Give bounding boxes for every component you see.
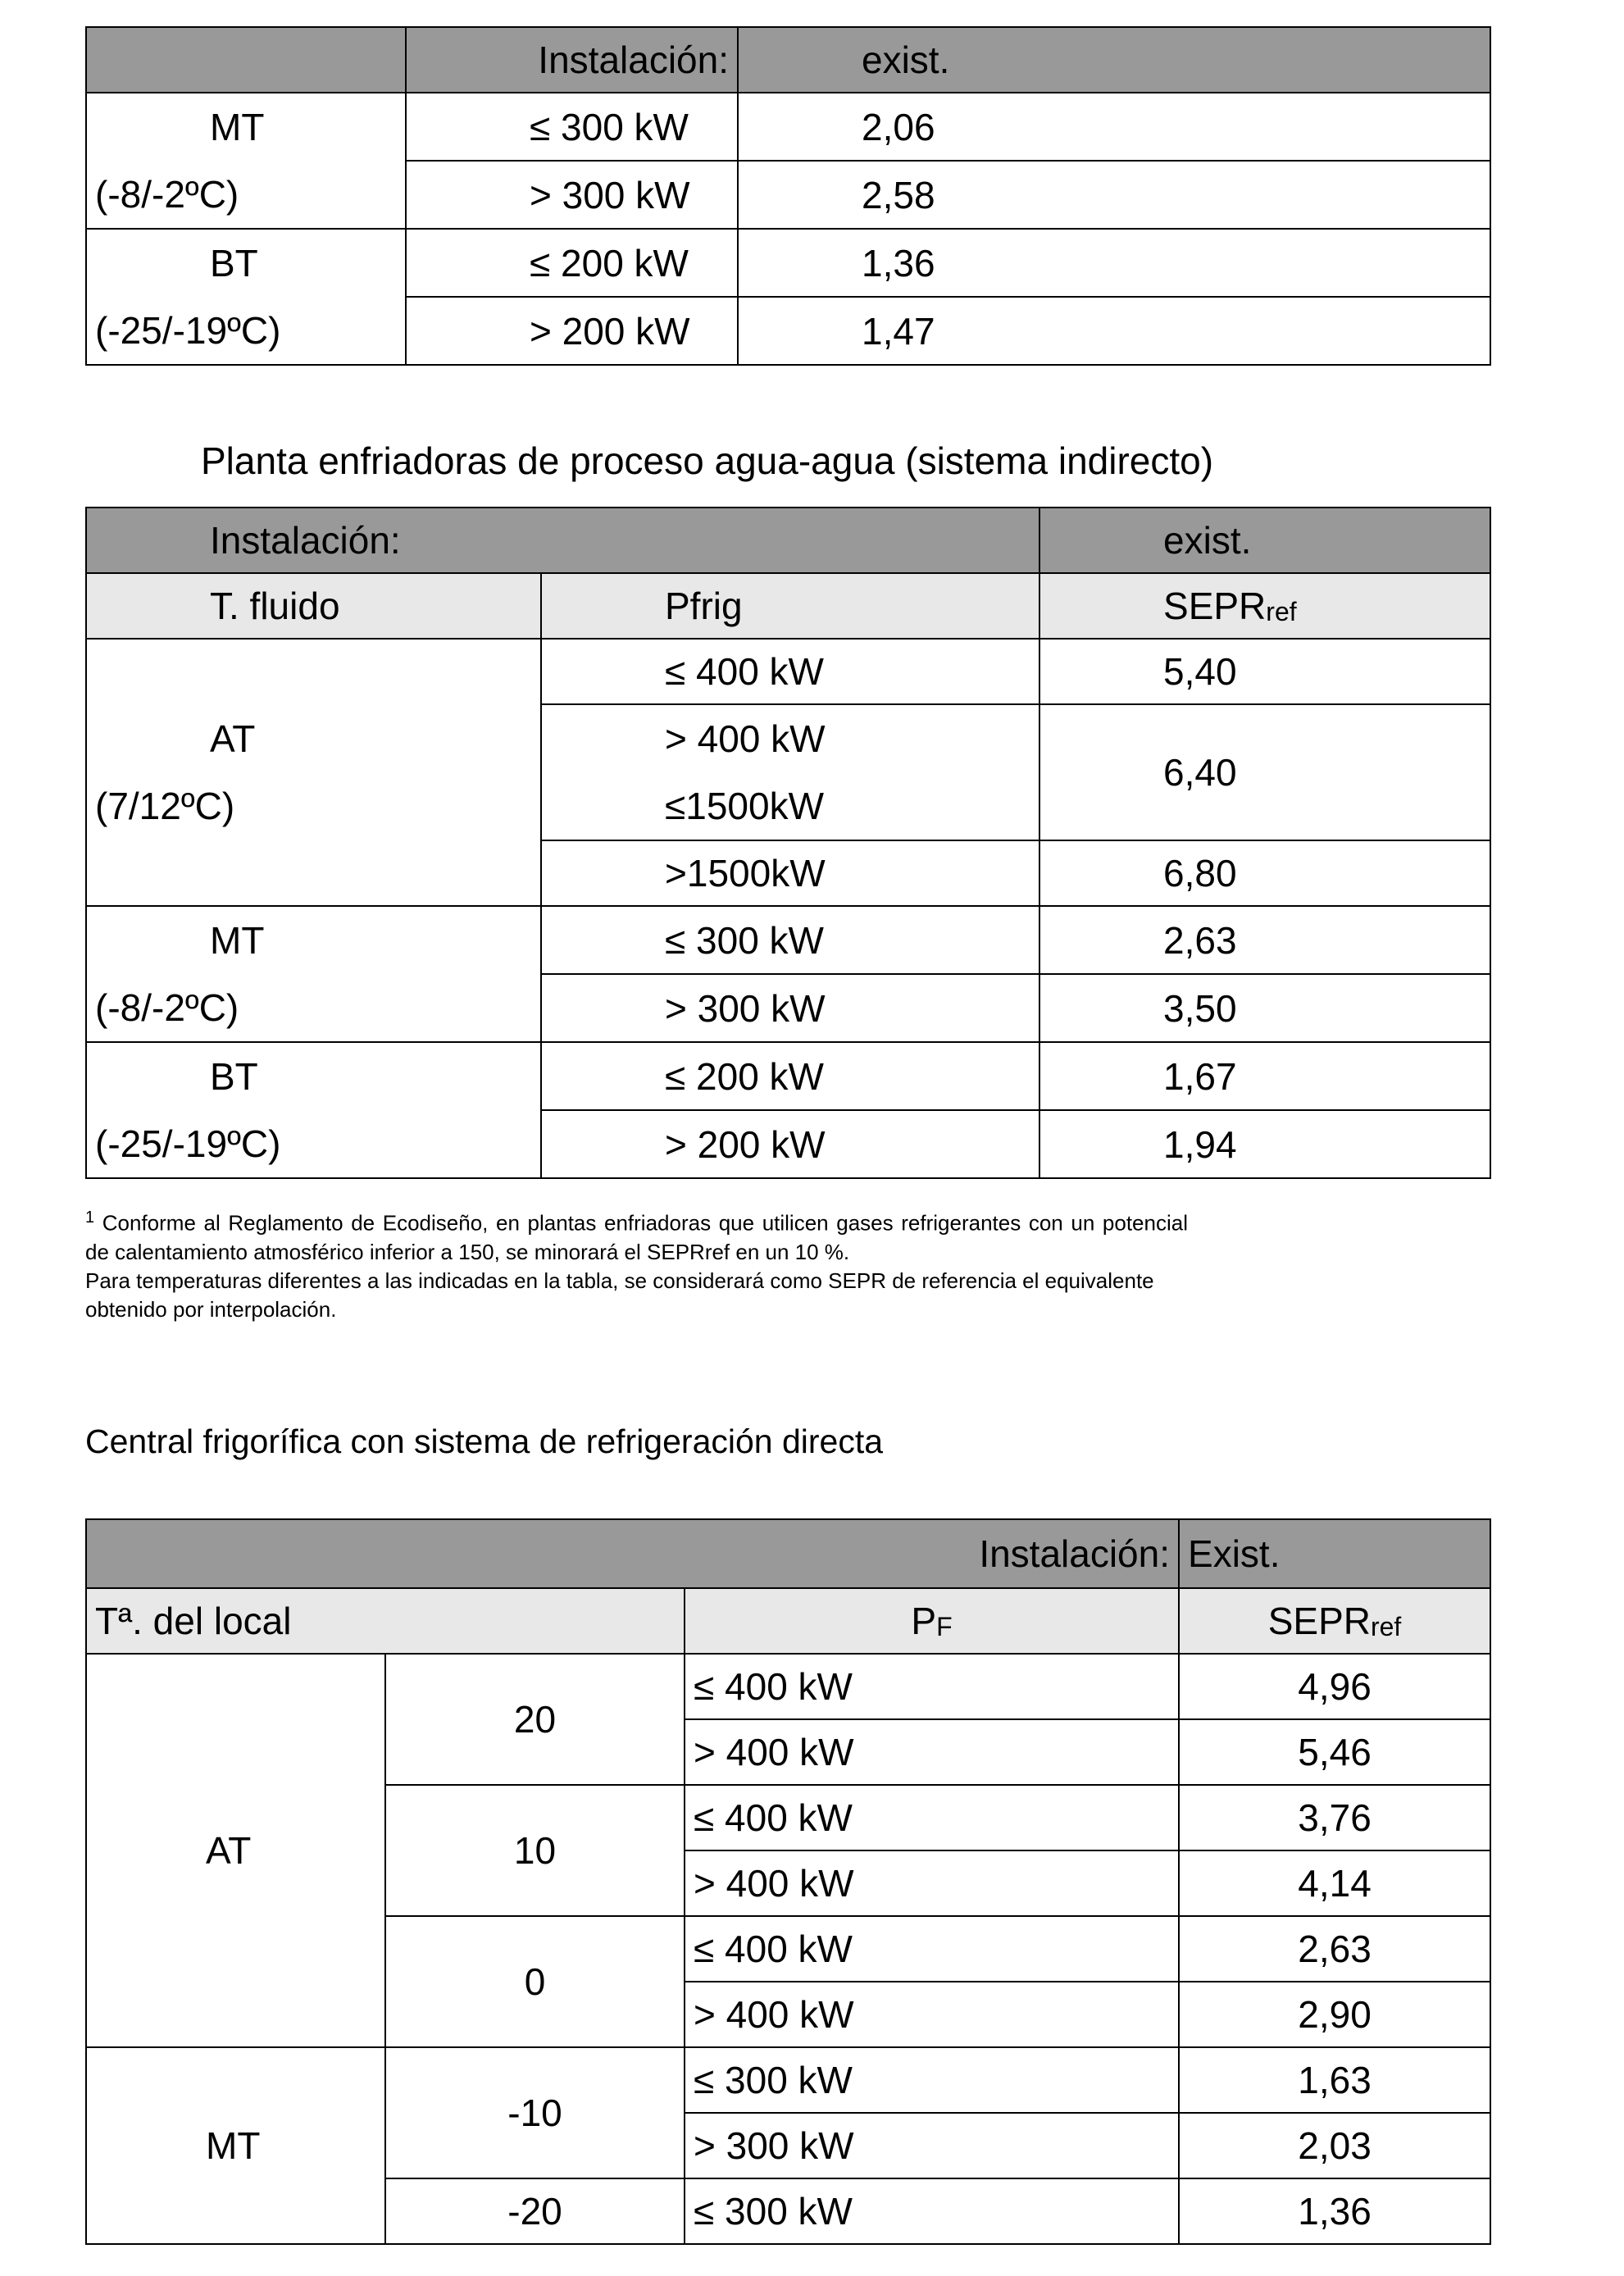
subheader-sepr [1179,1588,1490,1654]
value-cell: 4,96 [1179,1654,1490,1719]
header-empty-cell [86,27,406,93]
power-cell-range [541,704,1039,840]
footnote-line-1 [85,1204,1188,1267]
table3-title: Central frigorífica con sistema de refrigeración directa [85,1422,884,1460]
subheader-sepr [1039,573,1490,639]
header-exist-label: Exist. [1179,1519,1490,1588]
value-cell: 1,63 [1179,2047,1490,2113]
value-cell: 3,76 [1179,1785,1490,1850]
power-cell: > 400 kW [685,1719,1179,1785]
group-cell-mt [86,93,406,229]
power-cell: > 400 kW [685,1982,1179,2047]
table-row [86,1654,1490,1719]
value-cell: 2,90 [1179,1982,1490,2047]
power-cell: ≤ 300 kW [685,2047,1179,2113]
group-cell-mt: MT [86,2047,385,2244]
value-cell: 1,36 [738,229,1490,297]
value-cell: 1,36 [1179,2178,1490,2244]
pf-label: P [911,1600,937,1642]
group-label: AT [210,717,256,760]
table-header-row [86,27,1490,93]
power-cell: ≤ 300 kW [541,906,1039,974]
subheader-pf [685,1588,1179,1654]
power-cell: ≤ 400 kW [685,1785,1179,1850]
table-row [86,1042,1490,1110]
value-cell: 1,94 [1039,1110,1490,1178]
table-subheader-row [86,573,1490,639]
temp-cell: 0 [385,1916,685,2047]
power-cell: > 200 kW [406,297,738,365]
header-installation-label: Instalación: [406,27,738,93]
power-cell: ≤ 400 kW [541,639,1039,704]
table-row [86,229,1490,297]
subheader-pfrig: Pfrig [541,573,1039,639]
header-exist-label: exist. [1039,508,1490,573]
header-installation-label: Instalación: [86,1519,1179,1588]
value-cell: 4,14 [1179,1850,1490,1916]
power-cell: >1500kW [541,840,1039,906]
header-exist-label: exist. [738,27,1490,93]
group-label: MT [210,919,265,962]
value-cell: 2,06 [738,93,1490,161]
table-header-row [86,1519,1490,1588]
power-cell: > 300 kW [406,161,738,229]
group-range: (-8/-2ºC) [95,173,239,216]
group-cell-bt [86,1042,541,1178]
table-existing-plants [85,26,1491,366]
table-row [86,2047,1490,2113]
temp-cell: -20 [385,2178,685,2244]
group-cell-bt [86,229,406,365]
footnote-marker: 1 [85,1209,95,1227]
group-cell-at [86,639,541,906]
sepr-label: SEPR [1267,1600,1371,1642]
group-cell-at: AT [86,1654,385,2047]
power-cell: > 300 kW [541,974,1039,1042]
table-row [86,93,1490,161]
group-range: (7/12ºC) [95,785,235,827]
subheader-fluid: T. fluido [86,573,541,639]
group-label: BT [210,1055,258,1098]
value-cell: 6,80 [1039,840,1490,906]
power-range-upper: ≤1500kW [665,785,824,827]
power-cell: ≤ 400 kW [685,1654,1179,1719]
value-cell: 6,40 [1039,704,1490,840]
power-cell: ≤ 300 kW [685,2178,1179,2244]
value-cell: 5,46 [1179,1719,1490,1785]
group-cell-mt [86,906,541,1042]
header-installation-label: Instalación: [86,508,1039,573]
value-cell: 2,63 [1039,906,1490,974]
footnote [85,1204,1188,1324]
group-label: MT [210,106,265,148]
value-cell: 2,63 [1179,1916,1490,1982]
footnote-line-2: Para temperaturas diferentes a las indicadas en la tabla, se considerará como SEPR de referencia el equivalente obtenido por interpolación. [85,1268,1154,1322]
table-row [86,906,1490,974]
power-cell: > 300 kW [685,2113,1179,2178]
power-cell: ≤ 400 kW [685,1916,1179,1982]
table-row [86,639,1490,704]
table2-title: Planta enfriadoras de proceso agua-agua (sistema indirecto) [201,439,1214,482]
value-cell: 1,67 [1039,1042,1490,1110]
value-cell: 2,03 [1179,2113,1490,2178]
group-label: BT [210,242,258,284]
group-range: (-25/-19ºC) [95,1122,281,1165]
power-cell: ≤ 200 kW [406,229,738,297]
table-direct-refrigeration [85,1518,1491,2245]
value-cell: 1,47 [738,297,1490,365]
pf-subscript: F [936,1612,953,1641]
table-subheader-row [86,1588,1490,1654]
power-cell: ≤ 300 kW [406,93,738,161]
value-cell: 3,50 [1039,974,1490,1042]
sepr-subscript: ref [1370,1612,1402,1641]
subheader-local: Tª. del local [86,1588,685,1654]
sepr-subscript: ref [1266,597,1297,626]
value-cell: 5,40 [1039,639,1490,704]
temp-cell: -10 [385,2047,685,2178]
sepr-label: SEPR [1163,585,1267,627]
power-cell: ≤ 200 kW [541,1042,1039,1110]
table-water-chillers [85,507,1491,1179]
value-cell: 2,58 [738,161,1490,229]
power-range-lower: > 400 kW [665,717,826,760]
footnote-text-1: Conforme al Reglamento de Ecodiseño, en plantas enfriadoras que utilicen gases refrigerantes con un potencial de calentamiento atmosférico inferior a 150, se minorará el SEPRref en un 10 %. [85,1210,1188,1264]
temp-cell: 20 [385,1654,685,1785]
group-range: (-8/-2ºC) [95,986,239,1029]
table-header-row [86,508,1490,573]
power-cell: > 200 kW [541,1110,1039,1178]
power-cell: > 400 kW [685,1850,1179,1916]
group-range: (-25/-19ºC) [95,309,281,352]
temp-cell: 10 [385,1785,685,1916]
